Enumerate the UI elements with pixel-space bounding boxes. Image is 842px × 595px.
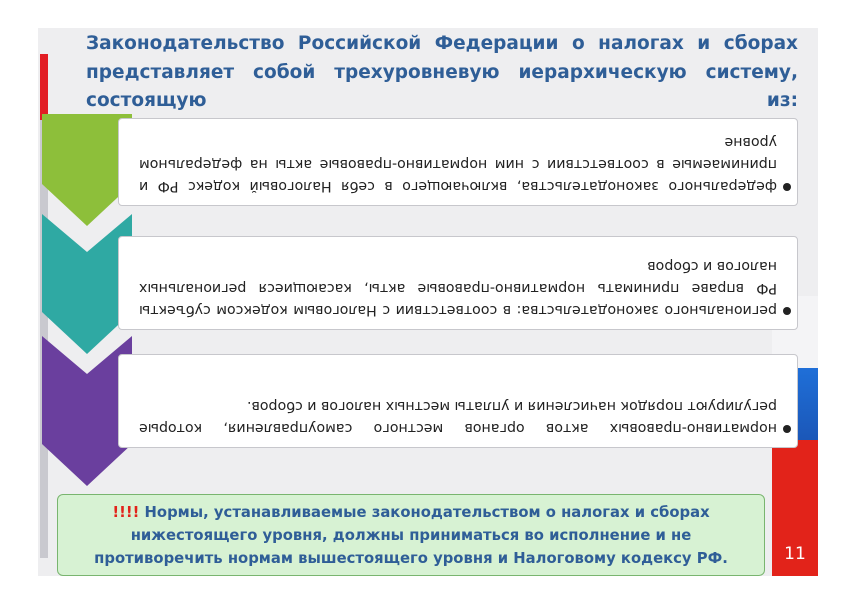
level-3-box [118, 354, 798, 448]
level-2-box [118, 236, 798, 330]
note-text [64, 501, 758, 570]
important-note [57, 494, 765, 576]
bullet-icon [783, 183, 791, 191]
page-number: 11 [784, 544, 806, 564]
bullet-icon [783, 425, 791, 433]
level-2-text: регионального законодательства: в соответствии с Налоговым кодексом субъекты РФ вправе принимать нормативно-правовые акты, касающиеся региональных налогов и сборов [139, 258, 777, 318]
bullet-icon [783, 307, 791, 315]
slide-title: Законодательство Российской Федерации о налогах и сборах представляет собой трехуровневую иерархическую систему, состоящую из: [86, 33, 798, 111]
note-body: Нормы, устанавливаемые законодательством о налогах и сборах нижестоящего уровня, должны приниматься во исполнение и не противоречить нормам вышестоящего уровня и Налоговому кодексу РФ. [94, 504, 728, 567]
level-3-text: нормативно-правовых актов органов местного самоуправления, которые регулируют порядок начисления и уплаты местных налогов и сборов. [139, 398, 777, 436]
accent-bar-red [40, 54, 48, 120]
note-exclamation: !!!! [112, 504, 140, 521]
level-1-box [118, 118, 798, 206]
level-1-text: федерального законодательства, включающего в себя Налоговый кодекс РФ и принимаемые в соответствии с ним нормативно-правовые акты на федеральном уровне [139, 134, 777, 194]
